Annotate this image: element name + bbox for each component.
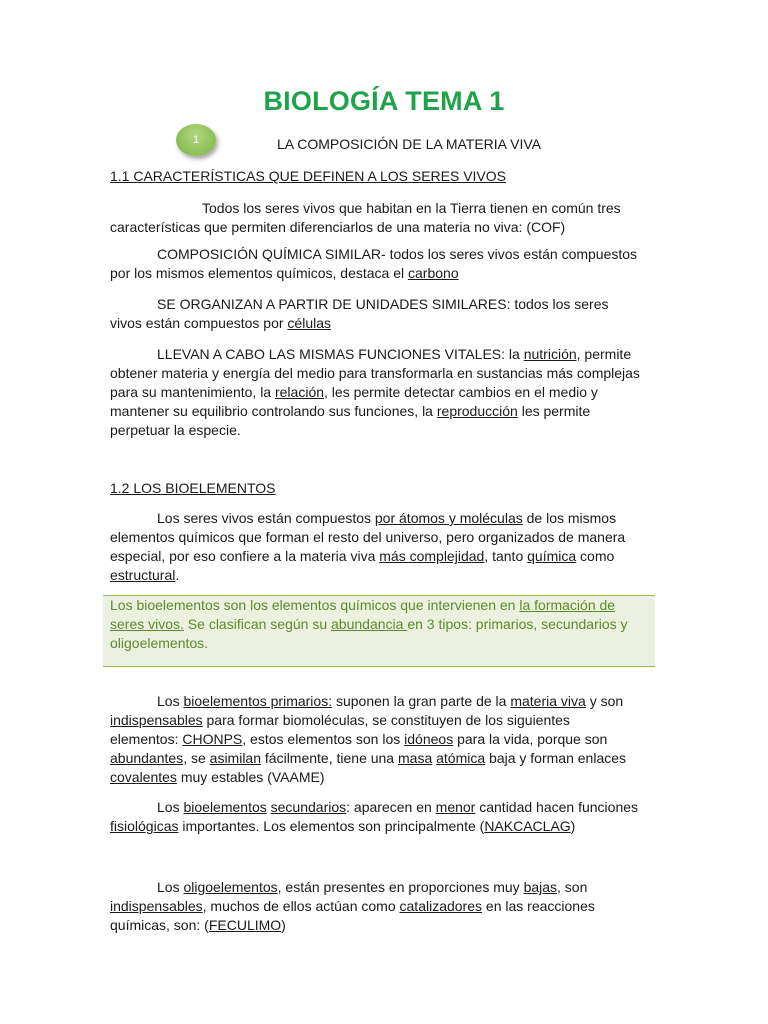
text: muy estables (VAAME)	[176, 769, 325, 785]
text: todos los seres vivos están compuestos por los mismos elementos químicos, destaca el	[110, 246, 638, 281]
text: en las reacciones químicas, son: (	[110, 898, 595, 933]
text: )	[570, 818, 576, 834]
paragraph-oligoelementos	[110, 878, 640, 935]
underlined-term: reproducción	[436, 403, 518, 419]
text: fácilmente, tiene una	[261, 750, 398, 766]
paragraph-secundarios	[110, 798, 640, 836]
underlined-term: bajas	[523, 879, 558, 895]
underlined-term: bioelementos primarios:	[183, 693, 333, 709]
number-badge: 1	[176, 124, 216, 156]
underlined-term: por átomos y moléculas	[374, 510, 523, 526]
underlined-term: carbono	[408, 265, 459, 281]
underlined-term: fisiológicas	[110, 818, 179, 834]
paragraph-bioelementos	[110, 509, 640, 585]
underlined-term: la formación de seres vivos.	[110, 597, 616, 632]
underlined-term: más complejidad	[379, 548, 485, 564]
underlined-term: química	[527, 548, 577, 564]
text: importantes. Los elementos son principalmente (	[178, 818, 485, 834]
underlined-term: estructural	[110, 567, 176, 583]
paragraph-primarios	[110, 692, 640, 787]
underlined-term: covalentes	[110, 769, 177, 785]
text: , muchos de ellos actúan como	[202, 898, 400, 914]
text: para la vida, porque son	[453, 731, 608, 747]
text: de los mismos elementos químicos que forman el resto del universo, pero organizados de manera especial, por eso confiere a la materia viva	[110, 510, 626, 564]
paragraph-composicion	[110, 245, 640, 283]
text: permite obtener materia y energía del medio para transformarla en sustancias más complejas para su mantenimiento, la	[110, 346, 640, 400]
underlined-term: FECULIMO	[208, 917, 282, 933]
underlined-term: indispensables	[110, 712, 203, 728]
underlined-term: NAKCACLAG	[484, 818, 571, 834]
section-heading-1-1: 1.1 CARACTERÍSTICAS QUE DEFINEN A LOS SERES VIVOS	[110, 168, 506, 184]
text: , les permite detectar cambios en el medio y mantener su equilibrio controlando sus funciones, la	[110, 384, 598, 419]
underlined-term: idóneos	[404, 731, 454, 747]
text: la	[505, 346, 524, 362]
underlined-term: nutrición,	[523, 346, 581, 362]
text: para formar biomoléculas, se constituyen de los siguientes elementos:	[110, 712, 570, 747]
text: , estos elementos son los	[242, 731, 405, 747]
text: baja y forman enlaces	[485, 750, 627, 766]
text: , se	[183, 750, 210, 766]
section-heading-1-2: 1.2 LOS BIOELEMENTOS	[110, 480, 276, 496]
underlined-term: atómica	[436, 750, 486, 766]
underlined-term: asimilan	[209, 750, 262, 766]
text: y son	[585, 693, 624, 709]
text: Los seres vivos están compuestos	[157, 510, 375, 526]
underlined-term: CHONPS	[182, 731, 243, 747]
paragraph-organizacion	[110, 295, 640, 333]
text: Los	[157, 799, 184, 815]
text: suponen la gran parte de la	[332, 693, 511, 709]
text: : aparecen en	[346, 799, 436, 815]
underlined-term: secundarios	[270, 799, 347, 815]
text: )	[281, 917, 286, 933]
text: como	[576, 548, 615, 564]
text: Se clasifican según su	[183, 616, 332, 632]
page-title: BIOLOGÍA TEMA 1	[263, 86, 505, 116]
text: , son	[557, 879, 588, 895]
underlined-term: indispensables	[110, 898, 203, 914]
underlined-term: oligoelementos	[183, 879, 278, 895]
intro-paragraph	[110, 199, 640, 237]
underlined-term: bioelementos	[183, 799, 267, 815]
text: cantidad hacen funciones	[475, 799, 639, 815]
text: Los	[157, 693, 184, 709]
underlined-term: menor	[435, 799, 476, 815]
underlined-term: catalizadores	[399, 898, 483, 914]
text: en 3 tipos: primarios, secundarios y oligoelementos.	[110, 616, 628, 651]
subtitle: LA COMPOSICIÓN DE LA MATERIA VIVA	[277, 136, 541, 152]
text: les permite perpetuar la especie.	[110, 403, 591, 438]
intro-text: Todos los seres vivos que habitan en la Tierra tienen en común tres características que permiten diferenciarlos de una materia no viva: (COF)	[110, 200, 621, 235]
text: , tanto	[484, 548, 528, 564]
paragraph-funciones	[110, 345, 640, 440]
underlined-term: abundancia	[331, 616, 408, 632]
text: , están presentes en proporciones muy	[277, 879, 524, 895]
text: todos los seres vivos están compuestos por	[110, 296, 609, 331]
text: Los bioelementos son los elementos químicos que intervienen en	[110, 597, 520, 613]
underlined-term: abundantes	[110, 750, 184, 766]
bold-lead: LLEVAN A CABO LAS MISMAS FUNCIONES VITALES:	[157, 346, 506, 362]
bold-lead: SE ORGANIZAN A PARTIR DE UNIDADES SIMILARES:	[157, 296, 511, 312]
text: .	[175, 567, 180, 583]
text: Los	[157, 879, 184, 895]
definition-callout-text	[110, 596, 650, 653]
underlined-term: células	[287, 315, 332, 331]
underlined-term: materia viva	[510, 693, 586, 709]
underlined-term: masa	[398, 750, 433, 766]
bold-lead: COMPOSICIÓN QUÍMICA SIMILAR-	[157, 246, 386, 262]
underlined-term: relación	[274, 384, 325, 400]
